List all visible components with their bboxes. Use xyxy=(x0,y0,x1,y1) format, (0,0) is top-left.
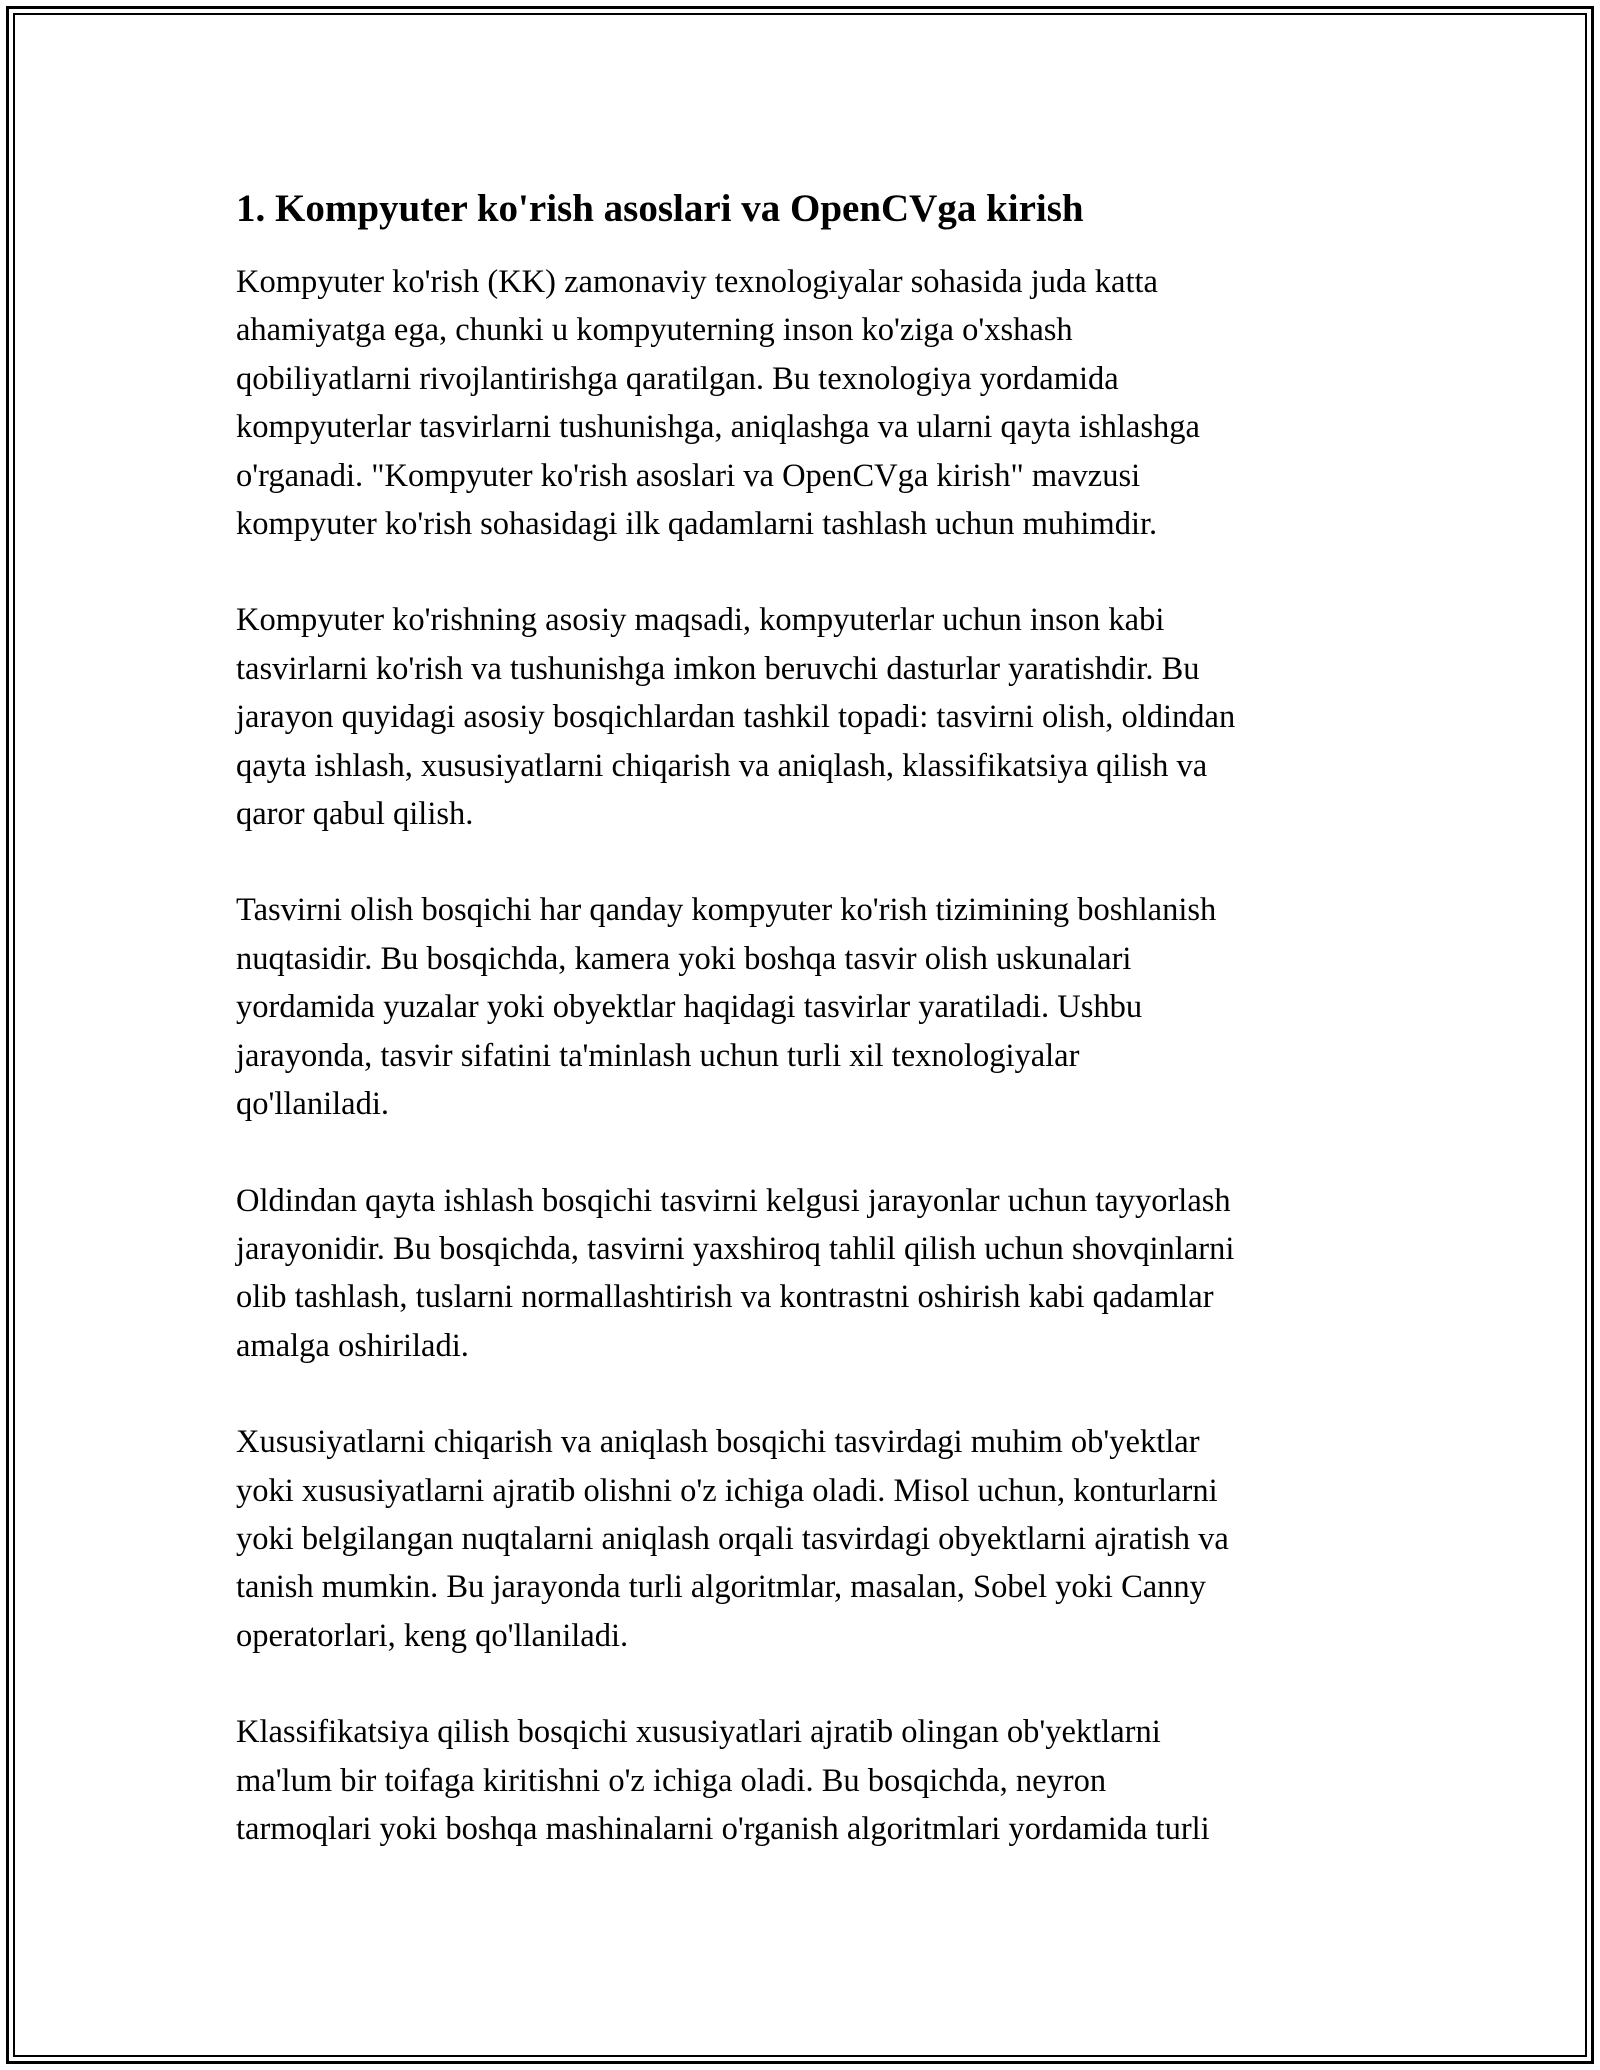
text-line: Xususiyatlarni chiqarish va aniqlash bosqichi tasvirdagi muhim ob'yektlar xyxy=(236,1424,1200,1461)
text-line: tanish mumkin. Bu jarayonda turli algoritmlar, masalan, Sobel yoki Canny xyxy=(236,1569,1206,1606)
paragraph-2 xyxy=(236,596,1376,838)
paragraph-4 xyxy=(236,1177,1376,1371)
text-line: qo'llaniladi. xyxy=(236,1086,389,1123)
text-line: jarayon quyidagi asosiy bosqichlardan tashkil topadi: tasvirni olish, oldindan xyxy=(236,699,1236,736)
paragraph-1 xyxy=(236,258,1376,548)
paragraph-5 xyxy=(236,1418,1376,1660)
text-line: Kompyuter ko'rish (KK) zamonaviy texnologiyalar sohasida juda katta xyxy=(236,264,1158,300)
text-line: olib tashlash, tuslarni normallashtirish va kontrastni oshirish kabi qadamlar xyxy=(236,1279,1214,1316)
text-line: ma'lum bir toifaga kiritishni o'z ichiga oladi. Bu bosqichda, neyron xyxy=(236,1762,1107,1799)
document-body xyxy=(236,186,1376,1901)
text-line: ahamiyatga ega, chunki u kompyuterning inson ko'ziga o'xshash xyxy=(236,312,1073,349)
text-line: amalga oshiriladi. xyxy=(236,1327,469,1364)
text-line: Kompyuter ko'rishning asosiy maqsadi, kompyuterlar uchun inson kabi xyxy=(236,602,1165,639)
text-line: nuqtasidir. Bu bosqichda, kamera yoki boshqa tasvir olish uskunalari xyxy=(236,940,1132,977)
text-line: Klassifikatsiya qilish bosqichi xususiyatlari ajratib olingan ob'yektlarni xyxy=(236,1714,1161,1751)
text-line: tarmoqlari yoki boshqa mashinalarni o'rganish algoritmlari yordamida turli xyxy=(236,1810,1210,1847)
paragraph-3 xyxy=(236,886,1376,1128)
text-line: o'rganadi. "Kompyuter ko'rish asoslari va OpenCVga kirish" mavzusi xyxy=(236,457,1141,494)
text-line: kompyuterlar tasvirlarni tushunishga, aniqlashga va ularni qayta ishlashga xyxy=(236,409,1200,446)
text-line: yordamida yuzalar yoki obyektlar haqidagi tasvirlar yaratiladi. Ushbu xyxy=(236,989,1143,1026)
text-line: yoki xususiyatlarni ajratib olishni o'z ichiga oladi. Misol uchun, konturlarni xyxy=(236,1472,1218,1509)
section-heading: 1. Kompyuter ko'rish asoslari va OpenCVga kirish xyxy=(236,187,1084,230)
text-line: Oldindan qayta ishlash bosqichi tasvirni kelgusi jarayonlar uchun tayyorlash xyxy=(236,1182,1231,1219)
text-line: qayta ishlash, xususiyatlarni chiqarish va aniqlash, klassifikatsiya qilish va xyxy=(236,747,1208,784)
text-line: tasvirlarni ko'rish va tushunishga imkon beruvchi dasturlar yaratishdir. Bu xyxy=(236,650,1200,687)
text-line: yoki belgilangan nuqtalarni aniqlash orqali tasvirdagi obyektlarni ajratish va xyxy=(236,1520,1229,1557)
text-line: qobiliyatlarni rivojlantirishga qaratilgan. Bu texnologiya yordamida xyxy=(236,360,1119,397)
text-line: jarayonda, tasvir sifatini ta'minlash uchun turli xil texnologiyalar xyxy=(236,1037,1080,1074)
text-line: Tasvirni olish bosqichi har qanday kompyuter ko'rish tizimining boshlanish xyxy=(236,892,1217,929)
text-line: kompyuter ko'rish sohasidagi ilk qadamlarni tashlash uchun muhimdir. xyxy=(236,506,1158,543)
text-line: jarayonidir. Bu bosqichda, tasvirni yaxshiroq tahlil qilish uchun shovqinlarni xyxy=(236,1230,1235,1267)
text-line: qaror qabul qilish. xyxy=(236,796,474,833)
text-line: operatorlari, keng qo'llaniladi. xyxy=(236,1617,629,1654)
paragraph-6 xyxy=(236,1708,1376,1853)
